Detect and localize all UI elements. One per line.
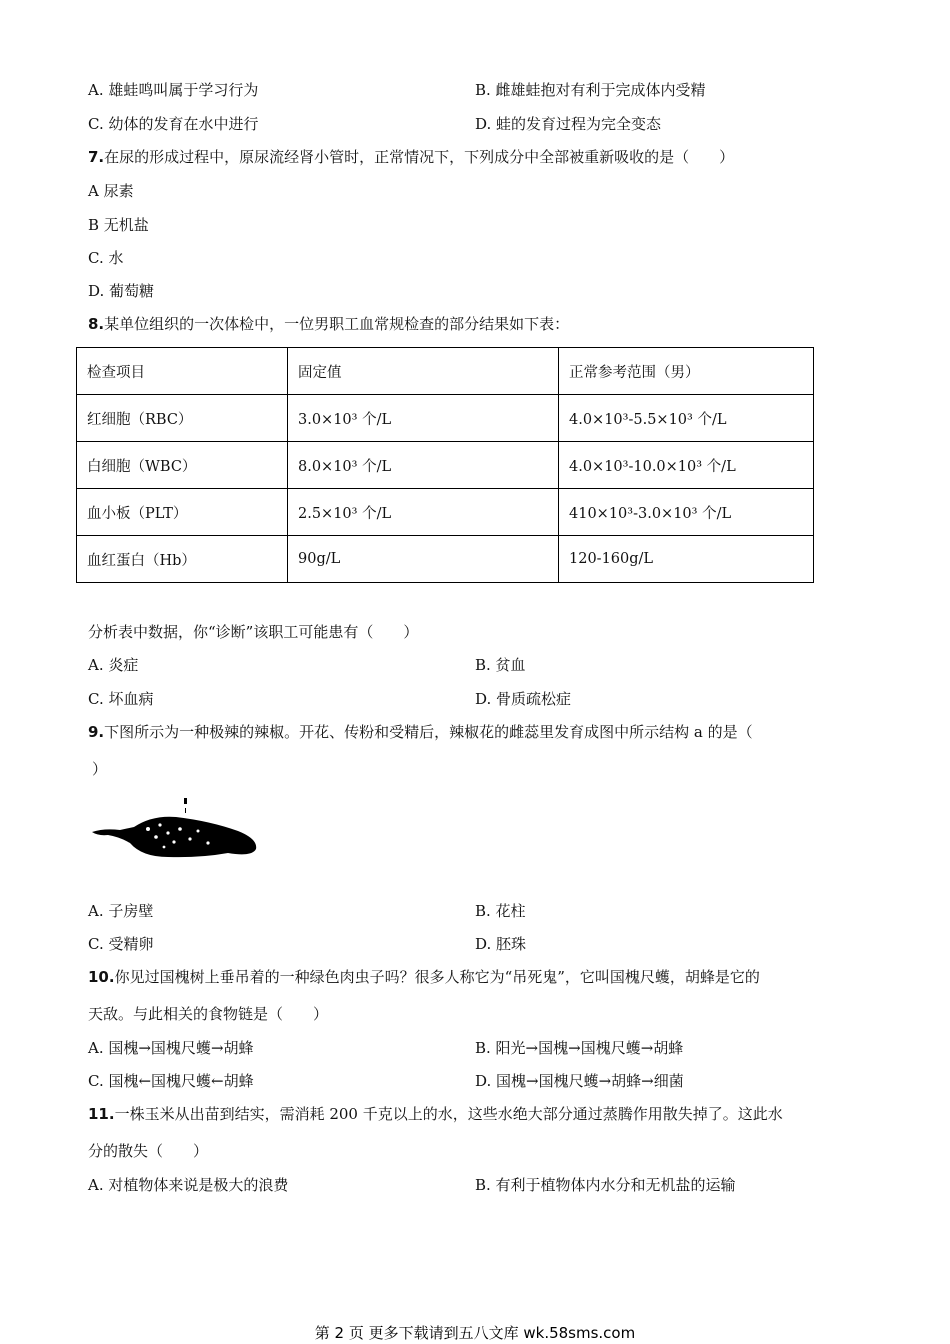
q8-number: 8. [88, 315, 105, 333]
q8-stem [88, 314, 569, 334]
q11-option-a: A. 对植物体来说是极大的浪费 [88, 1176, 289, 1194]
q11-text-line2: 分的散失（ ） [88, 1142, 209, 1160]
q7-option-b: B 无机盐 [88, 216, 149, 234]
q10-stem [88, 967, 760, 987]
q10-text-line2: 天敌。与此相关的食物链是（ ） [88, 1005, 329, 1023]
table-row [77, 536, 814, 583]
chili-pepper-figure [90, 795, 260, 865]
q11-stem [88, 1104, 783, 1124]
blood-test-table [76, 347, 814, 583]
table-cell: 血小板（PLT） [77, 489, 288, 536]
q10-text-line1: 你见过国槐树上垂吊着的一种绿色肉虫子吗？很多人称它为“吊死鬼”，它叫国槐尺蠖，胡蜂是它的 [114, 968, 760, 986]
q9-text-line1: 下图所示为一种极辣的辣椒。开花、传粉和受精后，辣椒花的雌蕊里发育成图中所示结构 a 的是（ [104, 723, 753, 741]
table-cell: 白细胞（WBC） [77, 442, 288, 489]
q6-option-c: C. 幼体的发育在水中进行 [88, 115, 259, 133]
q9-option-a: A. 子房壁 [88, 902, 154, 920]
q6-option-a: A. 雄蛙鸣叫属于学习行为 [88, 81, 259, 99]
q9-option-d: D. 胚珠 [475, 935, 527, 953]
q11-number: 11. [88, 1105, 115, 1123]
q10-option-c: C. 国槐←国槐尺蠖←胡蜂 [88, 1072, 254, 1090]
header-value: 固定值 [288, 348, 559, 395]
q11-text-line1: 一株玉米从出苗到结实，需消耗 200 千克以上的水，这些水绝大部分通过蒸腾作用散失掉了。这此水 [114, 1105, 783, 1123]
table-cell: 4.0×10³-5.5×10³ 个/L [559, 395, 814, 442]
table-cell: 4.0×10³-10.0×10³ 个/L [559, 442, 814, 489]
q7-option-a: A 尿素 [88, 182, 134, 200]
q8-text: 某单位组织的一次体检中，一位男职工血常规检查的部分结果如下表： [104, 315, 570, 333]
header-item: 检查项目 [77, 348, 288, 395]
header-range: 正常参考范围（男） [559, 348, 814, 395]
q6-option-b: B. 雌雄蛙抱对有利于完成体内受精 [475, 81, 706, 99]
q7-text: 在尿的形成过程中，原尿流经肾小管时，正常情况下，下列成分中全部被重新吸收的是（ ） [104, 148, 735, 166]
page-footer: 第 2 页 更多下载请到五八文库 wk.58sms.com [314, 1324, 636, 1342]
q9-text-line2: ） [92, 760, 108, 778]
q8-option-c: C. 坏血病 [88, 690, 154, 708]
table-cell: 8.0×10³ 个/L [288, 442, 559, 489]
q8-option-a: A. 炎症 [88, 656, 139, 674]
table-cell: 2.5×10³ 个/L [288, 489, 559, 536]
q8-option-b: B. 贫血 [475, 656, 526, 674]
q8-option-d: D. 骨质疏松症 [475, 690, 572, 708]
q8-followup: 分析表中数据，你“诊断”该职工可能患有（ ） [88, 623, 419, 641]
q10-option-d: D. 国槐→国槐尺蠖→胡蜂→细菌 [475, 1072, 684, 1090]
table-row [77, 395, 814, 442]
table-row [77, 442, 814, 489]
q7-option-c: C. 水 [88, 249, 124, 267]
q10-number: 10. [88, 968, 115, 986]
q10-option-b: B. 阳光→国槐→国槐尺蠖→胡蜂 [475, 1039, 684, 1057]
table-cell: 120-160g/L [559, 536, 814, 583]
table-cell: 410×10³-3.0×10³ 个/L [559, 489, 814, 536]
q11-option-b: B. 有利于植物体内水分和无机盐的运输 [475, 1176, 736, 1194]
q7-option-d: D. 葡萄糖 [88, 282, 155, 300]
q9-option-b: B. 花柱 [475, 902, 526, 920]
q9-number: 9. [88, 723, 105, 741]
q7-number: 7. [88, 148, 105, 166]
q6-option-d: D. 蛙的发育过程为完全变态 [475, 115, 662, 133]
table-cell: 90g/L [288, 536, 559, 583]
table-header-row [77, 348, 814, 395]
q7-stem [88, 147, 734, 167]
q9-stem [88, 722, 753, 742]
table-cell: 血红蛋白（Hb） [77, 536, 288, 583]
q9-option-c: C. 受精卵 [88, 935, 154, 953]
q10-option-a: A. 国槐→国槐尺蠖→胡蜂 [88, 1039, 254, 1057]
table-cell: 3.0×10³ 个/L [288, 395, 559, 442]
table-row [77, 489, 814, 536]
table-cell: 红细胞（RBC） [77, 395, 288, 442]
